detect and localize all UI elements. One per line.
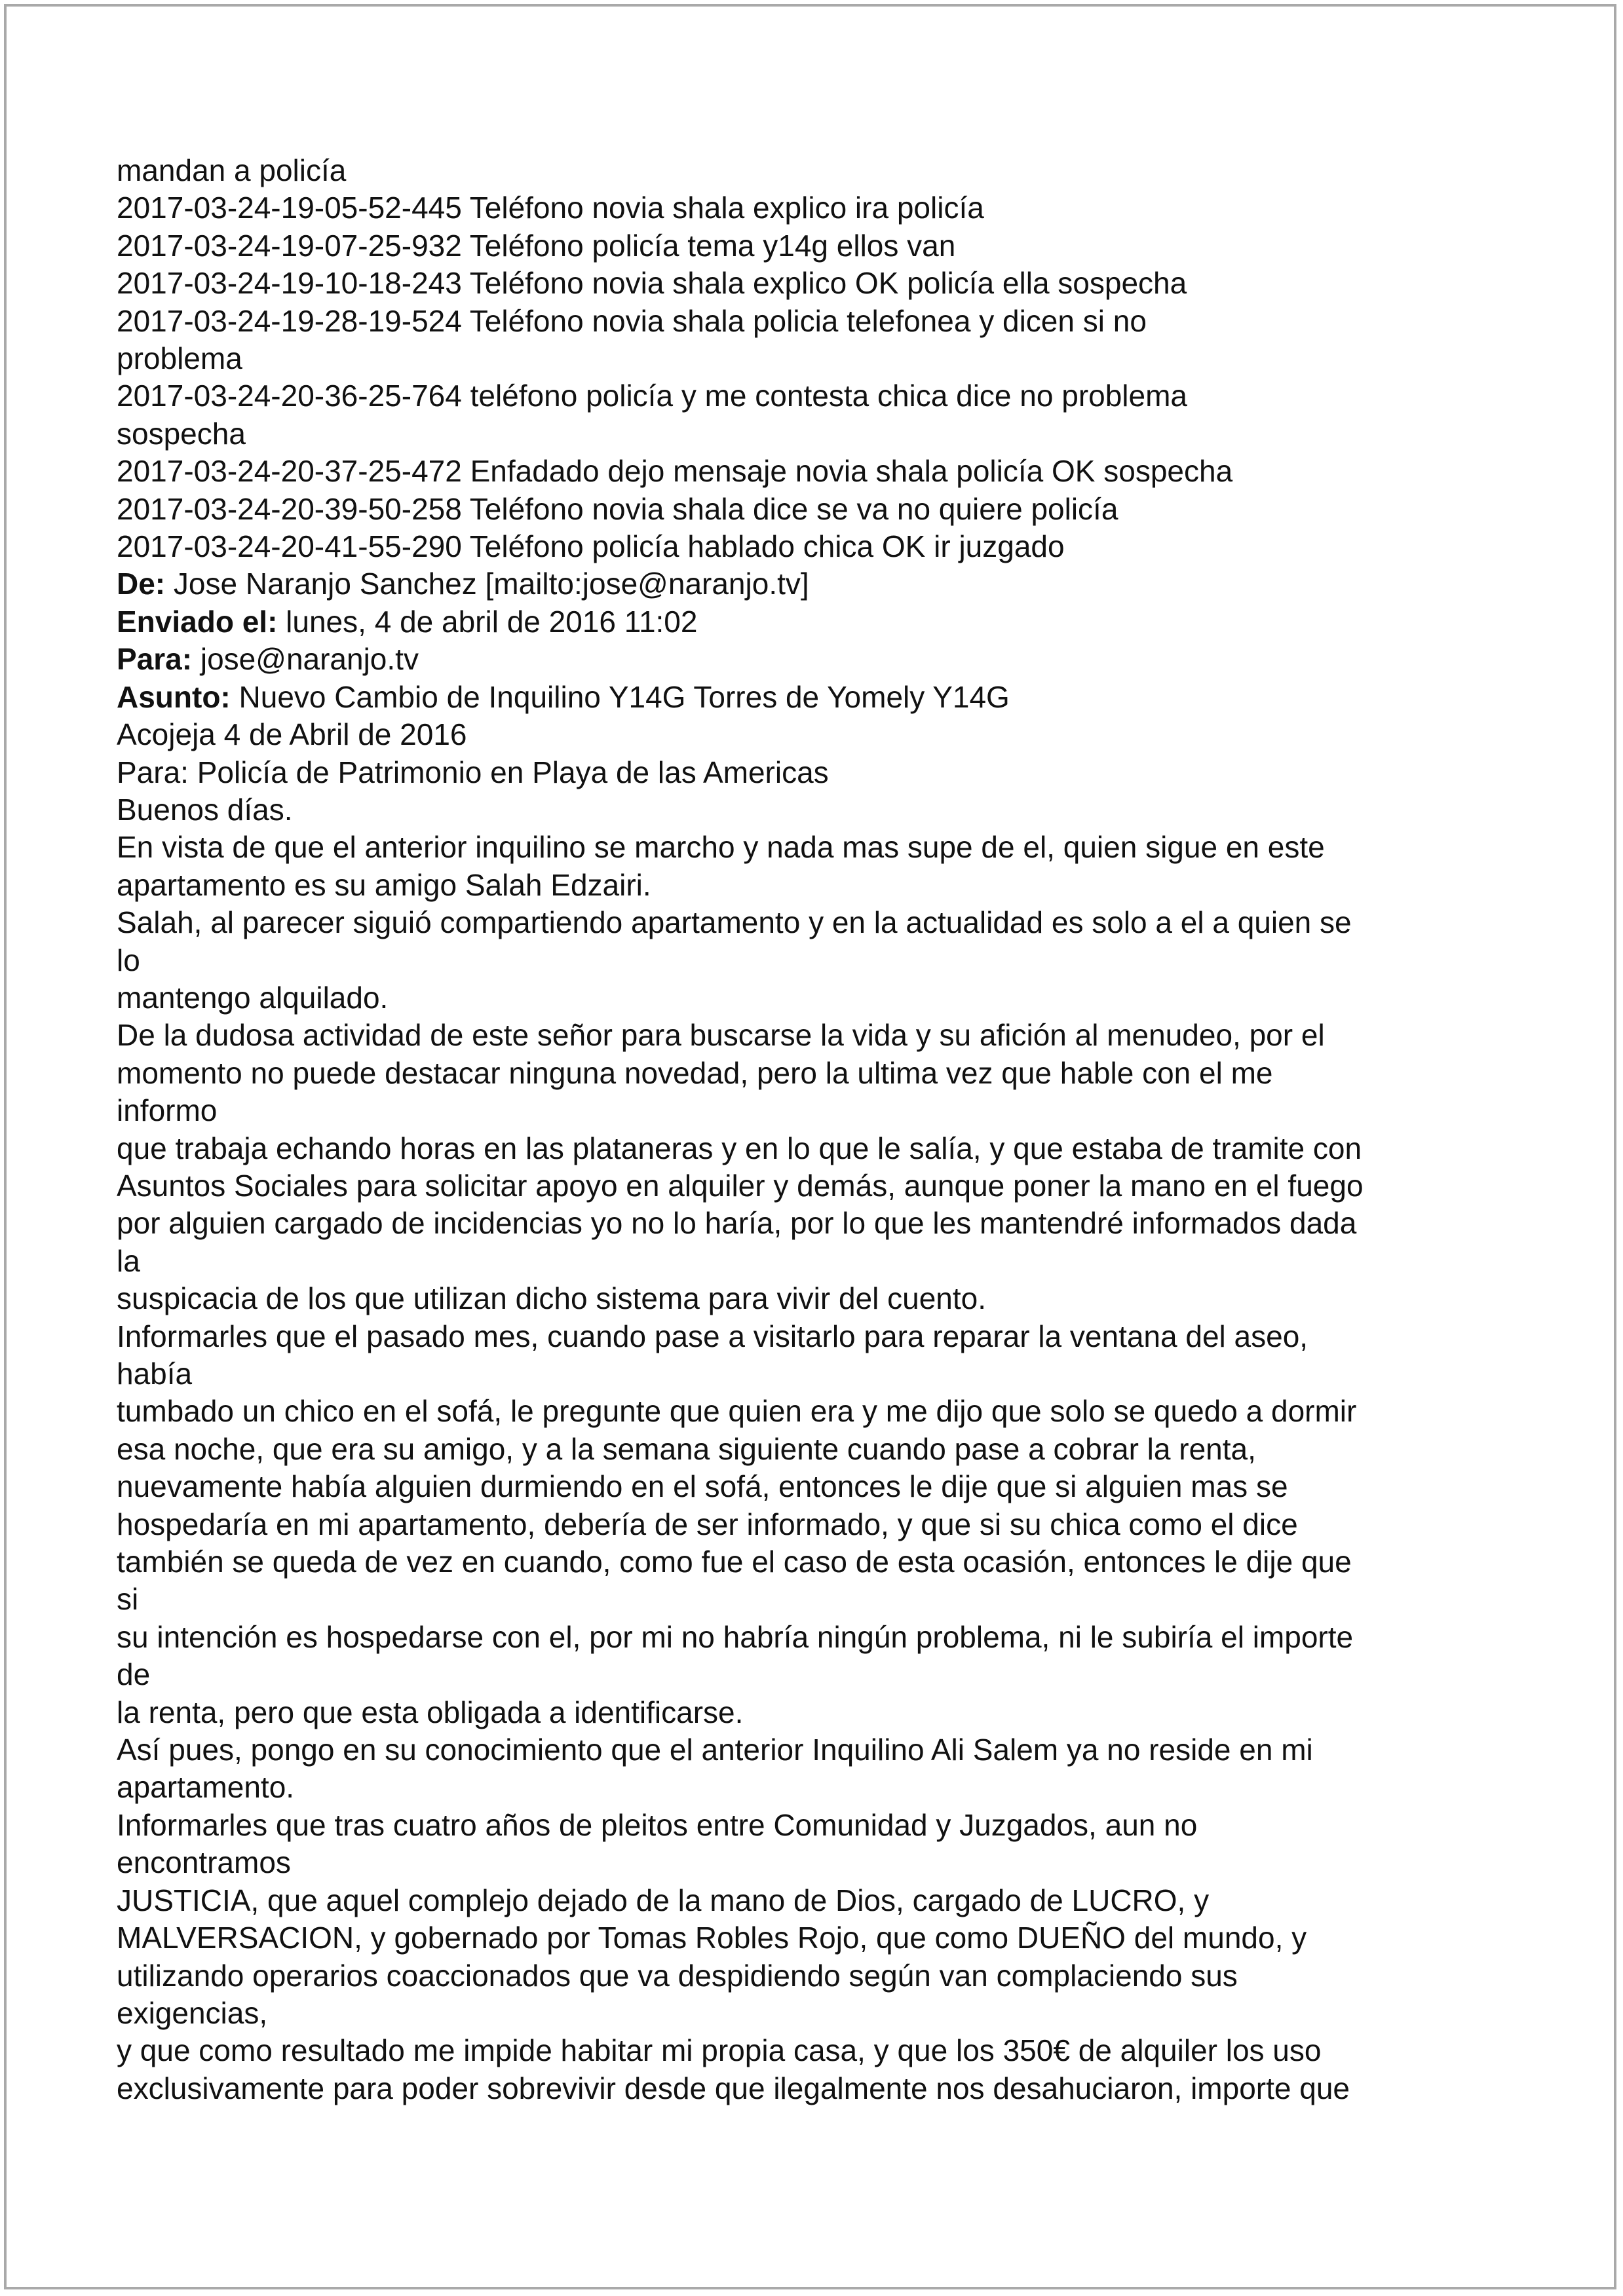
line-text: informo	[117, 1093, 218, 1128]
line-text: y que como resultado me impide habitar mi propia casa, y que los 350€ de alquiler los uso	[117, 2033, 1322, 2068]
line-text: Informarles que tras cuatro años de pleitos entre Comunidad y Juzgados, aun no	[117, 1807, 1198, 1842]
line-text: Salah, al parecer siguió compartiendo apartamento y en la actualidad es solo a el a quien se	[117, 905, 1352, 940]
document-line	[117, 1882, 1538, 1919]
document-line	[117, 1393, 1538, 1430]
document-line	[117, 1769, 1538, 1806]
document-line	[117, 1055, 1538, 1092]
line-text: MALVERSACION, y gobernado por Tomas Robles Rojo, que como DUEÑO del mundo, y	[117, 1921, 1307, 1955]
document-line	[117, 265, 1538, 302]
document-line	[117, 1167, 1538, 1205]
document-line	[117, 904, 1538, 941]
line-text: Acojeja 4 de Abril de 2016	[117, 717, 467, 752]
document-line	[117, 1468, 1538, 1505]
line-text: Para: Policía de Patrimonio en Playa de las Americas	[117, 755, 829, 789]
document-line	[117, 340, 1538, 377]
document-line	[117, 303, 1538, 340]
document-line	[117, 1506, 1538, 1543]
line-text: apartamento.	[117, 1770, 295, 1805]
line-text: problema	[117, 341, 242, 376]
document-line	[117, 2032, 1538, 2069]
line-text: Informarles que el pasado mes, cuando pase a visitarlo para reparar la ventana del aseo,	[117, 1319, 1308, 1353]
document-line	[117, 227, 1538, 265]
line-text: mandan a policía	[117, 153, 347, 187]
document-line	[117, 867, 1538, 904]
line-text: que trabaja echando horas en las plataneras y en lo que le salía, y que estaba de tramite con	[117, 1131, 1362, 1165]
line-text: había	[117, 1357, 193, 1391]
document-line	[117, 565, 1538, 603]
line-text: hospedaría en mi apartamento, debería de ser informado, y que si su chica como el dice	[117, 1507, 1298, 1541]
document-line	[117, 189, 1538, 227]
line-text: tumbado un chico en el sofá, le pregunte que quien era y me dijo que solo se quedo a dormir	[117, 1394, 1357, 1429]
header-field-label: De:	[117, 567, 166, 601]
document-line	[117, 754, 1538, 791]
header-field-value: jose@naranjo.tv	[192, 642, 419, 677]
document-line	[117, 1017, 1538, 1054]
line-text: si	[117, 1582, 139, 1617]
document-line	[117, 1844, 1538, 1881]
line-text: En vista de que el anterior inquilino se marcho y nada mas supe de el, quien sigue en este	[117, 830, 1325, 865]
document-line	[117, 1919, 1538, 1957]
document-line	[117, 603, 1538, 641]
header-field-value: Jose Naranjo Sanchez [mailto:jose@naranjo.tv]	[165, 567, 809, 601]
line-text: también se queda de vez en cuando, como fue el caso de esta ocasión, entonces le dije que	[117, 1545, 1352, 1579]
line-text: suspicacia de los que utilizan dicho sistema para vivir del cuento.	[117, 1281, 987, 1316]
document-line	[117, 1280, 1538, 1317]
page-frame	[4, 4, 1616, 2289]
line-text: 2017-03-24-20-37-25-472 Enfadado dejo mensaje novia shala policía OK sospecha	[117, 454, 1233, 489]
document-line	[117, 415, 1538, 453]
line-text: nuevamente había alguien durmiendo en el sofá, entonces le dije que si alguien mas se	[117, 1469, 1288, 1504]
line-text: 2017-03-24-19-28-19-524 Teléfono novia shala policia telefonea y dicen si no	[117, 303, 1147, 338]
document-line	[117, 1243, 1538, 1280]
document-line	[117, 1092, 1538, 1129]
document-line	[117, 1431, 1538, 1468]
line-text: su intención es hospedarse con el, por mi no habría ningún problema, ni le subiría el importe	[117, 1619, 1354, 1654]
header-field-label: Asunto:	[117, 679, 231, 714]
document-line	[117, 829, 1538, 866]
line-text: lo	[117, 943, 140, 977]
line-text: momento no puede destacar ninguna novedad, pero la ultima vez que hable con el me	[117, 1055, 1273, 1090]
document-line	[117, 1807, 1538, 1844]
document-line	[117, 491, 1538, 528]
document-line	[117, 979, 1538, 1017]
line-text: De la dudosa actividad de este señor para buscarse la vida y su afición al menudeo, por el	[117, 1018, 1325, 1053]
line-text: JUSTICIA, que aquel complejo dejado de la mano de Dios, cargado de LUCRO, y	[117, 1883, 1210, 1917]
document-line	[117, 152, 1538, 189]
document-line	[117, 679, 1538, 716]
line-text: apartamento es su amigo Salah Edzairi.	[117, 867, 651, 902]
line-text: utilizando operarios coaccionados que va despidiendo según van complaciendo sus	[117, 1958, 1238, 1993]
line-text: Así pues, pongo en su conocimiento que el anterior Inquilino Ali Salem ya no reside en mi	[117, 1733, 1313, 1767]
document-line	[117, 1731, 1538, 1769]
line-text: mantengo alquilado.	[117, 980, 389, 1015]
line-text: 2017-03-24-19-10-18-243 Teléfono novia shala explico OK policía ella sospecha	[117, 266, 1187, 301]
header-field-label: Enviado el:	[117, 604, 278, 639]
document-line	[117, 1355, 1538, 1393]
line-text: esa noche, que era su amigo, y a la semana siguiente cuando pase a cobrar la renta,	[117, 1431, 1256, 1466]
document-line	[117, 1656, 1538, 1693]
document-line	[117, 1957, 1538, 1995]
line-text: 2017-03-24-19-07-25-932 Teléfono policía tema y14g ellos van	[117, 228, 956, 263]
document-line	[117, 1694, 1538, 1731]
document-line	[117, 791, 1538, 829]
line-text: 2017-03-24-20-41-55-290 Teléfono policía hablado chica OK ir juzgado	[117, 529, 1065, 564]
line-text: exclusivamente para poder sobrevivir desde que ilegalmente nos desahuciaron, importe que	[117, 2071, 1350, 2105]
document-line	[117, 1205, 1538, 1242]
line-text: por alguien cargado de incidencias yo no lo haría, por lo que les mantendré informados dada	[117, 1206, 1357, 1241]
line-text: sospecha	[117, 416, 246, 451]
line-text: Asuntos Sociales para solicitar apoyo en alquiler y demás, aunque poner la mano en el fuego	[117, 1168, 1364, 1203]
line-text: la renta, pero que esta obligada a identificarse.	[117, 1695, 744, 1729]
line-text: 2017-03-24-20-36-25-764 teléfono policía y me contesta chica dice no problema	[117, 379, 1188, 413]
line-text: de	[117, 1657, 151, 1692]
document-line	[117, 1619, 1538, 1656]
document-line	[117, 641, 1538, 678]
document-body	[117, 152, 1538, 2107]
header-field-value: lunes, 4 de abril de 2016 11:02	[277, 604, 698, 639]
line-text: Buenos días.	[117, 792, 293, 827]
document-line	[117, 1581, 1538, 1618]
line-text: 2017-03-24-19-05-52-445 Teléfono novia shala explico ira policía	[117, 191, 984, 225]
document-line	[117, 1543, 1538, 1581]
line-text: exigencias,	[117, 1995, 268, 2030]
header-field-value: Nuevo Cambio de Inquilino Y14G Torres de Yomely Y14G	[230, 679, 1010, 714]
document-line	[117, 1318, 1538, 1355]
line-text: 2017-03-24-20-39-50-258 Teléfono novia shala dice se va no quiere policía	[117, 491, 1118, 526]
document-line	[117, 1130, 1538, 1167]
line-text: la	[117, 1243, 140, 1278]
document-line	[117, 716, 1538, 753]
document-line	[117, 377, 1538, 415]
document-line	[117, 453, 1538, 490]
document-line	[117, 528, 1538, 565]
header-field-label: Para:	[117, 642, 193, 677]
document-line	[117, 1995, 1538, 2032]
document-line	[117, 942, 1538, 979]
document-line	[117, 2070, 1538, 2107]
line-text: encontramos	[117, 1845, 291, 1880]
